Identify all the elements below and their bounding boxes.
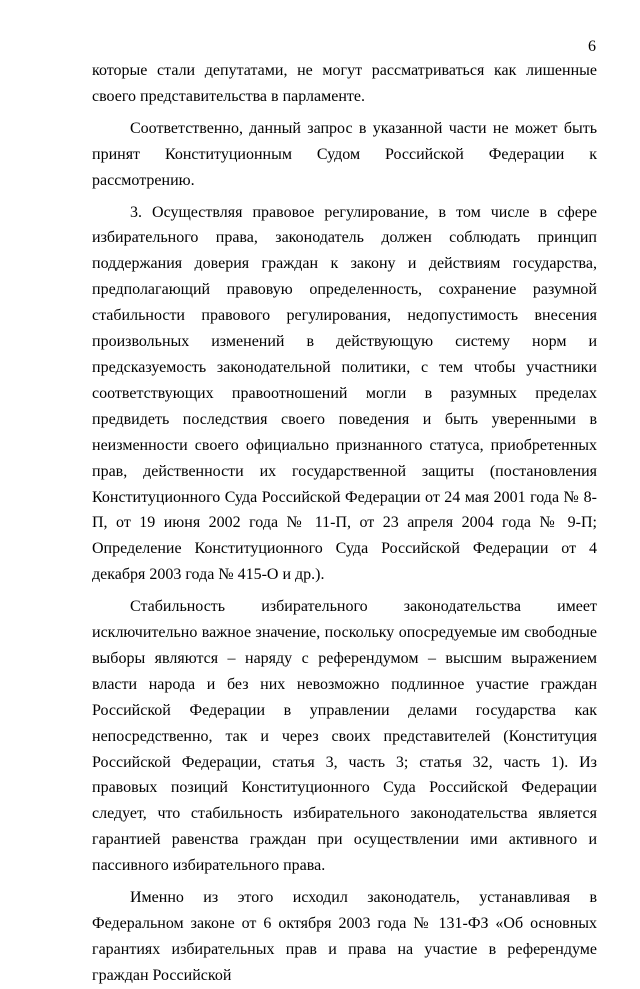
document-body (92, 58, 597, 989)
paragraph-electoral-stability: Стабильность избирательного законодательства имеет исключительно важное значение, поскольку опосредуемые им свободные выборы являются – наряду с референдумом – высшим выражением власти народа и без них невозможно подлинное участие граждан Российской Федерации в управлении делами государства как непосредственно, так и через своих представителей (Конституция Российской Федерации, статья 3, часть 3; статья 32, часть 1). Из правовых позиций Конституционного Суда Российской Федерации следует, что стабильность избирательного законодательства является гарантией равенства граждан при осуществлении ими активного и пассивного избирательного права. (92, 598, 597, 875)
paragraph-request-rejection: Соответственно, данный запрос в указанной части не может быть принят Конституционным Судом Российской Федерации к рассмотрению. (92, 119, 597, 189)
paragraph-continuation: которые стали депутатами, не могут рассматриваться как лишенные своего представительства в парламенте. (92, 62, 597, 105)
page-number: 6 (588, 38, 596, 55)
paragraph-legal-regulation: 3. Осуществляя правовое регулирование, в том числе в сфере избирательного права, законодатель должен соблюдать принцип поддержания доверия граждан к закону и действиям государства, предполагающий правовую определенность, сохранение разумной стабильности правового регулирования, недопустимость внесения произвольных изменений в действующую систему норм и предсказуемость законодательной политики, с тем чтобы участники соответствующих правоотношений могли в разумных пределах предвидеть последствия своего поведения и быть уверенными в неизменности своего официально признанного статуса, приобретенных прав, действенности их государственной защиты (постановления Конституционного Суда Российской Федерации от 24 мая 2001 года № 8-П, от 19 июня 2002 года № 11-П, от 23 апреля 2004 года № 9-П; Определение Конституционного Суда Российской Федерации от 4 декабря 2003 года № 415-О и др.). (92, 203, 597, 584)
paragraph-federal-law: Именно из этого исходил законодатель, устанавливая в Федеральном законе от 6 октября 2003 года № 131-ФЗ «Об основных гарантиях избирательных прав и права на участие в референдуме граждан Российской (92, 889, 597, 984)
